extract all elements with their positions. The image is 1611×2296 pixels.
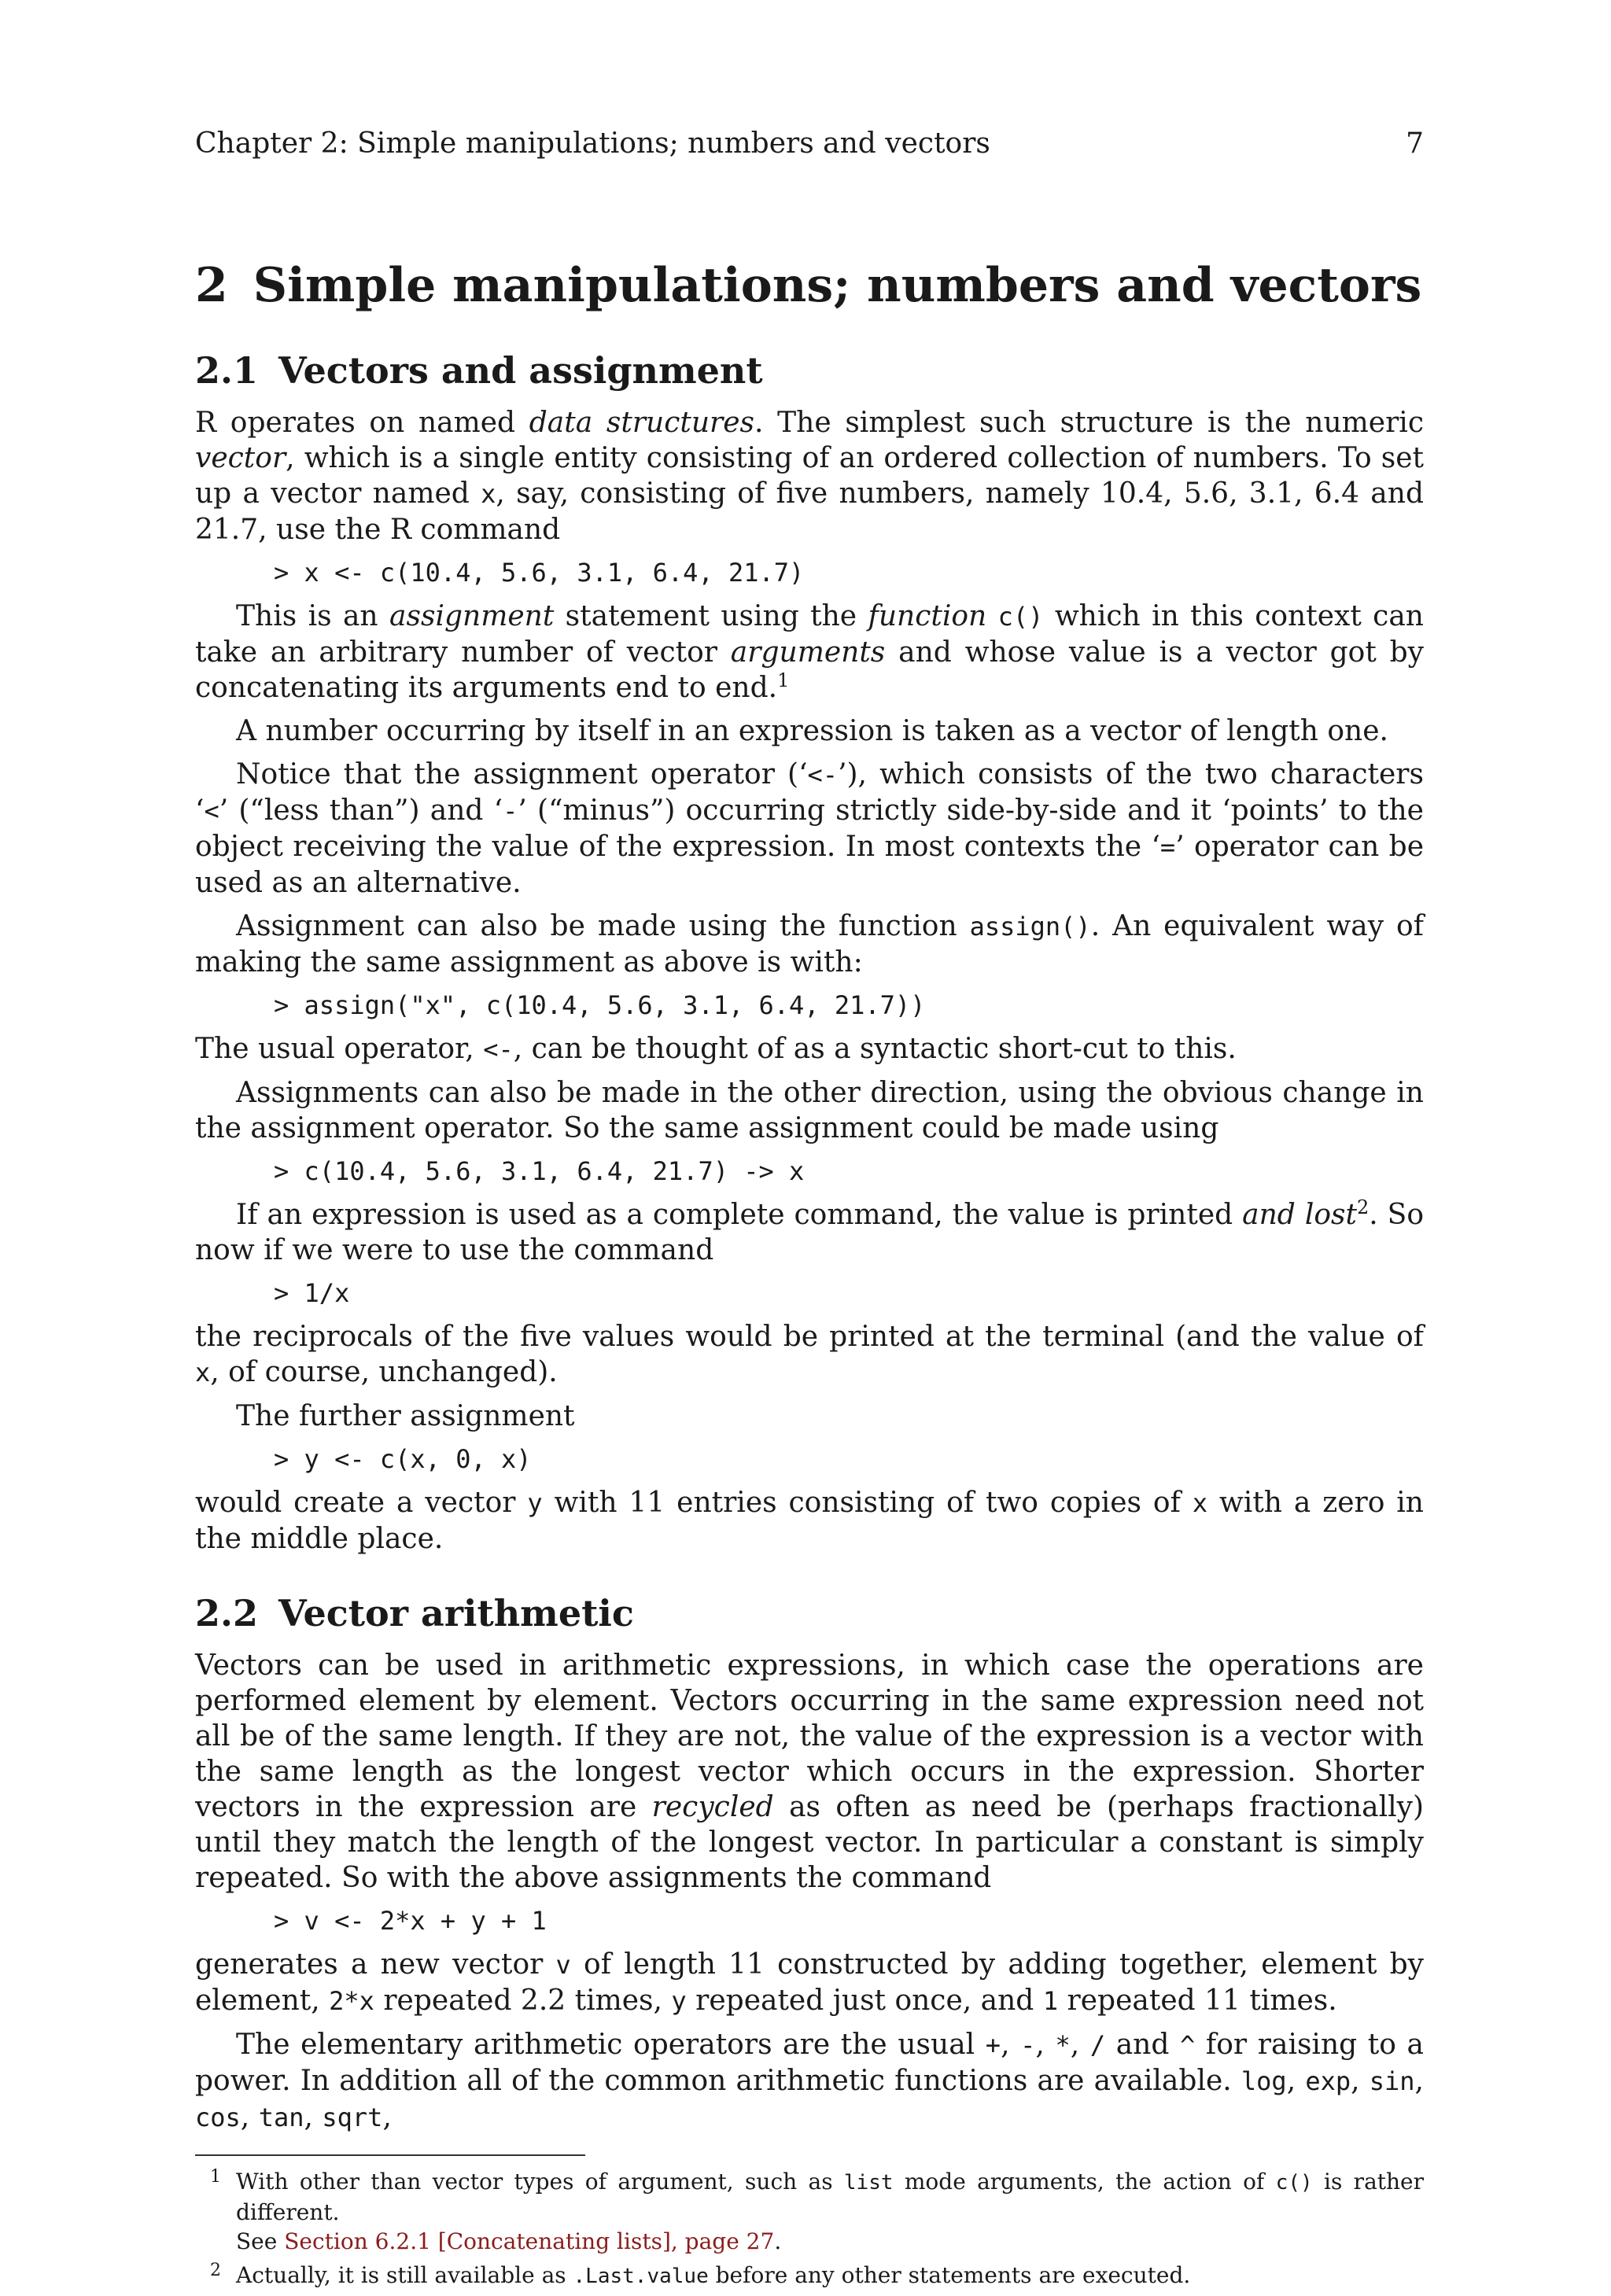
inline-code: = xyxy=(1159,832,1176,862)
text: With other than vector types of argument, such as xyxy=(236,2169,844,2195)
paragraph xyxy=(195,599,1424,706)
footnote-ref[interactable]: 1 xyxy=(777,669,790,691)
text: Notice that the assignment operator (‘ xyxy=(236,758,808,791)
text: , xyxy=(240,2101,259,2133)
inline-code: <- xyxy=(807,760,839,790)
paragraph xyxy=(195,1031,1424,1067)
inline-code: x xyxy=(481,479,496,509)
section-heading-2-1 xyxy=(195,348,1424,392)
inline-code: < xyxy=(204,796,219,826)
code-line: > x <- c(10.4, 5.6, 3.1, 6.4, 21.7) xyxy=(274,558,805,588)
text: . An equivalent way of making the same assignment as above is with: xyxy=(195,910,1424,978)
text: . The simplest such structure is the numeric xyxy=(754,407,1424,439)
text: , which is a single entity consisting of an ordered collection of numbers. To set up a vector named xyxy=(195,442,1424,510)
paragraph xyxy=(195,405,1424,547)
code-line: > y <- c(x, 0, x) xyxy=(274,1444,532,1474)
text: generates a new vector xyxy=(195,1948,556,1981)
paragraph: The further assignment xyxy=(236,1400,575,1432)
emphasis: vector xyxy=(195,442,286,474)
text: as often as need be (perhaps fractionally) until they match the length of the longest vector. In particular a constant is simply repeated. So with the above assignments the command xyxy=(195,1791,1425,1894)
inline-code: sin xyxy=(1369,2066,1415,2096)
footnote-ref[interactable]: 2 xyxy=(1356,1196,1370,1218)
text: . So now if we were to use the command xyxy=(195,1199,1425,1266)
text: statement using the xyxy=(554,600,868,632)
text: and xyxy=(1105,2029,1181,2061)
paragraph xyxy=(195,908,1424,980)
emphasis: and lost xyxy=(1242,1199,1357,1231)
running-title: Chapter 2: Simple manipulations; numbers and vectors xyxy=(195,127,990,160)
text: repeated 11 times. xyxy=(1058,1985,1337,2017)
text: with a zero in the middle place. xyxy=(195,1487,1424,1555)
text: , xyxy=(1035,2029,1056,2061)
text: mode arguments, the action of xyxy=(893,2169,1276,2195)
footnote-2 xyxy=(195,2261,1424,2291)
footnote-divider xyxy=(195,2154,585,2156)
text: Assignment can also be made using the function xyxy=(236,910,970,942)
text: , xyxy=(304,2101,323,2133)
text: which in this context can take an arbitrary number of vector xyxy=(195,600,1424,669)
text: See xyxy=(236,2228,285,2254)
emphasis: data structures xyxy=(529,407,755,439)
text: R operates on named xyxy=(195,407,529,439)
section-heading-2-2 xyxy=(195,1591,1424,1635)
inline-code: y xyxy=(671,1986,687,2016)
inline-code: 1 xyxy=(1042,1986,1059,2016)
inline-code: 2*x xyxy=(329,1986,374,2016)
inline-code: exp xyxy=(1305,2066,1351,2096)
chapter-title-text: Simple manipulations; numbers and vectors xyxy=(253,258,1422,313)
text: If an expression is used as a complete command, the value is printed xyxy=(236,1199,1243,1231)
text: The elementary arithmetic operators are the usual xyxy=(236,2029,986,2061)
footnote-1 xyxy=(195,2167,1424,2256)
paragraph xyxy=(195,2027,1424,2136)
text: , xyxy=(1351,2065,1370,2097)
text: . xyxy=(774,2228,782,2254)
footnote-marker: 1 xyxy=(210,2167,221,2187)
paragraph: Assignments can also be made in the other direction, using the obvious change in the assignment operator. So the same assignment could be made using xyxy=(195,1077,1424,1144)
section-number: 2.2 xyxy=(195,1592,259,1634)
text: , xyxy=(1001,2029,1021,2061)
text: the reciprocals of the five values would be printed at the terminal (and the value of xyxy=(195,1321,1424,1353)
text: before any other statements are executed. xyxy=(708,2262,1191,2288)
text: for raising to a power. In addition all of the common arithmetic functions are available. xyxy=(195,2029,1425,2097)
inline-code: tan xyxy=(258,2103,304,2132)
text: , xyxy=(1070,2029,1090,2061)
text: ’), which consists of the two characters ‘ xyxy=(195,758,1424,827)
paragraph xyxy=(195,1648,1424,1896)
emphasis: recycled xyxy=(651,1791,774,1823)
text: ’ (“minus”) occurring strictly side-by-side and it ‘points’ to the object receiving the value of the expression. In most contexts the ‘ xyxy=(195,794,1424,863)
emphasis: function xyxy=(868,600,987,632)
section-title: Vector arithmetic xyxy=(278,1592,634,1634)
footnote-marker: 2 xyxy=(210,2261,221,2280)
footnote-continuation xyxy=(236,2227,1424,2256)
text: , say, consisting of five numbers, namely 10.4, 5.6, 3.1, 6.4 and 21.7, use the R command xyxy=(195,477,1424,546)
document-page xyxy=(195,126,1424,2296)
paragraph xyxy=(195,757,1424,901)
paragraph xyxy=(195,1485,1424,1557)
inline-code: cos xyxy=(195,2103,241,2132)
emphasis: assignment xyxy=(389,600,555,632)
inline-code: list xyxy=(843,2171,894,2195)
paragraph xyxy=(195,1319,1424,1391)
text: would create a vector xyxy=(195,1487,528,1519)
chapter-title xyxy=(195,257,1424,314)
text: Actually, it is still available as xyxy=(236,2262,573,2288)
inline-code: log xyxy=(1241,2066,1287,2096)
text: is rather different. xyxy=(236,2169,1425,2225)
code-line: > assign("x", c(10.4, 5.6, 3.1, 6.4, 21.7)) xyxy=(274,990,926,1020)
inline-code: + xyxy=(985,2030,1001,2060)
text: This is an xyxy=(236,600,390,632)
text: , can be thought of as a syntactic short-cut to this. xyxy=(513,1033,1237,1065)
inline-code: y xyxy=(527,1488,543,1518)
inline-code: x xyxy=(195,1358,211,1388)
cross-reference-link[interactable]: Section 6.2.1 [Concatenating lists], page 27 xyxy=(284,2228,775,2254)
code-line: > 1/x xyxy=(274,1278,350,1308)
text: , xyxy=(382,2101,392,2133)
paragraph xyxy=(195,1197,1424,1268)
inline-code: c() xyxy=(997,602,1044,632)
inline-code: assign() xyxy=(969,912,1091,942)
emphasis: arguments xyxy=(730,636,886,669)
section-number: 2.1 xyxy=(195,349,259,392)
code-line: > c(10.4, 5.6, 3.1, 6.4, 21.7) -> x xyxy=(274,1156,805,1186)
text: ’ (“less than”) and ‘ xyxy=(219,794,503,827)
inline-code: .Last.value xyxy=(573,2265,709,2288)
text: of length 11 constructed by adding together, element by element, xyxy=(195,1948,1425,2017)
inline-code: - xyxy=(1020,2030,1036,2060)
inline-code: / xyxy=(1089,2030,1106,2060)
inline-code: * xyxy=(1055,2030,1071,2060)
paragraph xyxy=(195,1947,1424,2019)
inline-code: v xyxy=(555,1950,571,1980)
text xyxy=(986,600,997,632)
text: , xyxy=(1414,2065,1424,2097)
text: with 11 entries consisting of two copies of xyxy=(542,1487,1193,1519)
code-line: > v <- 2*x + y + 1 xyxy=(274,1906,547,1936)
section-title: Vectors and assignment xyxy=(278,349,763,392)
inline-code: ^ xyxy=(1180,2030,1196,2060)
inline-code: sqrt xyxy=(322,2103,383,2132)
text: , of course, unchanged). xyxy=(210,1356,558,1388)
text: repeated just once, and xyxy=(686,1985,1043,2017)
text: repeated 2.2 times, xyxy=(374,1985,672,2017)
inline-code: - xyxy=(503,796,518,826)
text: and whose value is a vector got by concatenating its arguments end to end. xyxy=(195,636,1425,704)
inline-code: x xyxy=(1192,1488,1208,1518)
text: The usual operator, xyxy=(195,1033,484,1065)
paragraph: A number occurring by itself in an expression is taken as a vector of length one. xyxy=(236,715,1388,747)
text: ’ operator can be used as an alternative. xyxy=(195,831,1425,899)
inline-code: <- xyxy=(483,1034,514,1064)
text: , xyxy=(1286,2065,1306,2097)
page-number: 7 xyxy=(1406,127,1424,160)
chapter-number: 2 xyxy=(195,258,228,313)
running-header xyxy=(195,126,1424,161)
text: Vectors can be used in arithmetic expressions, in which case the operations are performed element by element. Vectors occurring in the same expression need not all be of the same length. If they are not, the value of the expression is a vector with the same length as the longest vector which occurs in the expression. Shorter vectors in the expression are xyxy=(195,1649,1424,1823)
inline-code: c() xyxy=(1275,2171,1313,2195)
